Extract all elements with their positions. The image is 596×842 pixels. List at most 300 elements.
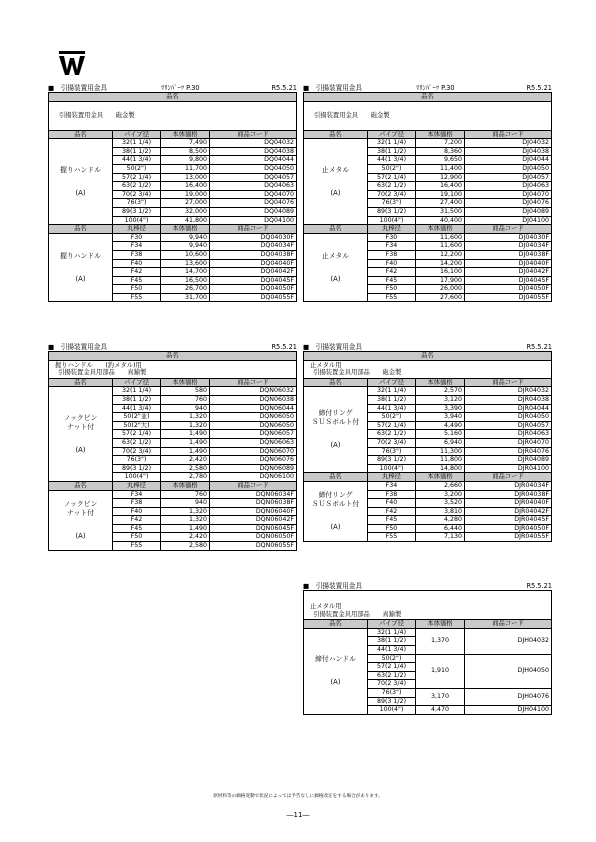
size-cell: 44(1 3/4) (368, 404, 416, 413)
code-cell: DQ04050 (210, 164, 297, 173)
price-cell: 1,320 (161, 421, 210, 430)
size-cell: 76(3") (368, 447, 416, 456)
size-cell: 32(1 1/4) (113, 139, 161, 148)
price-cell: 13,600 (161, 259, 210, 268)
size-cell: 89(3 1/2) (368, 207, 416, 216)
section-right-bottom (303, 582, 552, 715)
size-cell: F42 (113, 268, 161, 277)
price-cell: 26,700 (161, 285, 210, 294)
price-cell: 2,780 (161, 473, 210, 482)
table-row (49, 139, 297, 148)
size-cell: F42 (368, 507, 416, 516)
price-cell: 2,570 (416, 387, 465, 396)
size-cell: 57(2 1/4) (113, 430, 161, 439)
size-cell: F55 (113, 293, 161, 302)
size-cell: 44(1 3/4) (368, 645, 416, 654)
code-cell: DQN06063 (210, 438, 297, 447)
size-cell: F38 (368, 490, 416, 499)
price-cell: 1,490 (161, 438, 210, 447)
size-cell: 50(2") (368, 164, 416, 173)
table-row (304, 139, 552, 148)
size-cell: 63(2 1/2) (113, 438, 161, 447)
size-cell: F45 (113, 276, 161, 285)
section-title: ■ 引揚装置用金具 (48, 343, 107, 351)
product-title: 引揚装置用金具 砲金製 (49, 101, 297, 130)
code-cell: DQN06055F (210, 542, 297, 551)
code-cell: DQ04042F (210, 268, 297, 277)
price-cell: 3,200 (416, 490, 465, 499)
footnote: 原材料等の価格変動で状況によっては予告なしに価格改定をする場合があります。 (213, 794, 383, 799)
size-cell: 38(1 1/2) (368, 637, 416, 646)
price-cell: 5,160 (416, 430, 465, 439)
code-cell: DJ04042F (465, 268, 552, 277)
section-title: ■ 引揚装置用金具 (303, 582, 362, 590)
price-cell: 16,500 (161, 276, 210, 285)
size-cell: 50(2"大) (113, 421, 161, 430)
price-cell: 3,390 (416, 404, 465, 413)
code-cell: DQN06050 (210, 413, 297, 422)
table-body-pipe (49, 139, 297, 225)
size-cell: F34 (113, 242, 161, 251)
table-body-pipe (304, 139, 552, 225)
product-name-line: (A) (330, 274, 341, 283)
size-cell: F34 (368, 481, 416, 490)
product-name-line: ＳＵＳボルト付 (311, 499, 360, 508)
price-cell: 26,000 (416, 285, 465, 294)
column-header-row: 品名 丸棒径 本体価格 商品コード (304, 473, 552, 482)
ref-text: ﾏﾘﾝﾊﾟｰﾂ P.30 (415, 84, 455, 92)
code-cell: DJR04055F (465, 533, 552, 542)
code-cell: DQN06057 (210, 430, 297, 439)
price-cell: 1,490 (161, 447, 210, 456)
column-header-row: 品名 パイプ径 本体価格 商品コード (304, 378, 552, 387)
size-cell: 44(1 3/4) (113, 156, 161, 165)
page-number: ―11― (286, 811, 310, 819)
product-name-line: (A) (75, 445, 86, 454)
price-cell: 4,280 (416, 516, 465, 525)
size-cell: F50 (113, 285, 161, 294)
code-cell: DQN06045F (210, 524, 297, 533)
product-name-line: (A) (75, 188, 86, 197)
size-cell: 76(3") (113, 199, 161, 208)
price-table (303, 590, 552, 715)
product-name-line: (A) (330, 188, 341, 197)
table-row (304, 481, 552, 490)
company-logo (58, 50, 86, 76)
size-cell: F42 (113, 516, 161, 525)
code-cell: DQ04089 (210, 207, 297, 216)
price-cell: 2,660 (416, 481, 465, 490)
size-cell: F40 (368, 499, 416, 508)
size-cell: 32(1 1/4) (113, 387, 161, 396)
price-cell: 41,800 (161, 216, 210, 225)
code-cell: DJR04070 (465, 438, 552, 447)
code-cell: DQN06044 (210, 404, 297, 413)
code-cell: DJR04050F (465, 524, 552, 533)
size-cell: 100(4") (368, 216, 416, 225)
size-cell: F34 (368, 242, 416, 251)
code-cell: DJR04042F (465, 507, 552, 516)
price-cell: 2,420 (161, 533, 210, 542)
size-cell: 76(3") (368, 199, 416, 208)
price-cell: 760 (161, 395, 210, 404)
table-header-hinmei: 品名 (304, 93, 552, 102)
code-cell: DJR04057 (465, 421, 552, 430)
size-cell: 44(1 3/4) (368, 156, 416, 165)
price-cell: 2,580 (161, 542, 210, 551)
section-title: ■ 引揚装置用金具 (303, 84, 362, 92)
table-row (49, 387, 297, 396)
size-cell: F40 (368, 259, 416, 268)
table-row (49, 490, 297, 499)
size-cell: F40 (113, 259, 161, 268)
section-header (48, 84, 297, 92)
price-table (48, 92, 297, 302)
price-cell: 7,490 (161, 139, 210, 148)
size-cell: 63(2 1/2) (113, 182, 161, 191)
section-header (48, 343, 297, 351)
price-cell: 27,000 (161, 199, 210, 208)
section-header (303, 343, 552, 351)
size-cell: 76(3") (113, 456, 161, 465)
code-cell: DJR04040F (465, 499, 552, 508)
product-title: 止メタル用 引揚装置金具用部品 真鍮製 (304, 591, 552, 620)
price-cell: 11,300 (416, 447, 465, 456)
price-cell: 27,600 (416, 293, 465, 302)
size-cell: 100(4") (368, 464, 416, 473)
code-cell: DQN06034F (210, 490, 297, 499)
code-cell: DQN06038 (210, 395, 297, 404)
size-cell: 70(2 3/4) (113, 190, 161, 199)
size-cell: 57(2 1/4) (368, 173, 416, 182)
price-cell: 31,700 (161, 293, 210, 302)
price-cell: 3,520 (416, 499, 465, 508)
price-cell: 940 (161, 404, 210, 413)
product-name-line: 締付リング (318, 409, 353, 418)
code-cell: DJR04032 (465, 387, 552, 396)
code-cell: DJ04044 (465, 156, 552, 165)
column-header-row: 品名 パイプ径 本体価格 商品コード (49, 130, 297, 139)
table-body-round (304, 481, 552, 541)
size-cell: F45 (113, 524, 161, 533)
code-cell: DQ04032 (210, 139, 297, 148)
code-cell: DJ04089 (465, 207, 552, 216)
size-cell: F55 (113, 542, 161, 551)
table-row (49, 233, 297, 242)
size-cell: F55 (368, 293, 416, 302)
size-cell: 32(1 1/4) (368, 628, 416, 637)
code-cell: DQN06050 (210, 421, 297, 430)
size-cell: 63(2 1/2) (368, 671, 416, 680)
size-cell: F30 (113, 233, 161, 242)
product-name-line: (A) (75, 274, 86, 283)
price-cell: 1,320 (161, 507, 210, 516)
code-cell: DJR04076 (465, 447, 552, 456)
size-cell: 70(2 3/4) (368, 438, 416, 447)
product-name-line: 止メタル (321, 251, 350, 260)
size-cell: F50 (113, 533, 161, 542)
code-cell: DJ04063 (465, 182, 552, 191)
code-cell: DQN06100 (210, 473, 297, 482)
code-cell: DJR04089 (465, 456, 552, 465)
product-name-cell (49, 490, 113, 550)
code-cell: DQ04076 (210, 199, 297, 208)
price-cell: 27,400 (416, 199, 465, 208)
code-cell: DQ04063 (210, 182, 297, 191)
code-cell: DQ04045F (210, 276, 297, 285)
price-cell: 9,940 (161, 242, 210, 251)
code-cell: DJH04050 (465, 654, 552, 688)
price-cell: 40,400 (416, 216, 465, 225)
ref-text: ﾏﾘﾝﾊﾟｰﾂ P.30 (160, 84, 200, 92)
column-header-row: 品名 パイプ径 本体価格 商品コード (304, 130, 552, 139)
code-cell: DQ04030F (210, 233, 297, 242)
code-cell: DJ04050 (465, 164, 552, 173)
price-cell: 9,940 (161, 233, 210, 242)
product-title: 止メタル用 引揚装置金具用部品 砲金製 (304, 360, 552, 378)
table-header-hinmei: 品名 (304, 352, 552, 361)
code-cell: DJ04070 (465, 190, 552, 199)
price-cell: 12,200 (416, 250, 465, 259)
code-cell: DQ04044 (210, 156, 297, 165)
table-body-pipe (304, 387, 552, 473)
price-cell: 10,600 (161, 250, 210, 259)
price-cell: 11,700 (161, 164, 210, 173)
code-cell: DJH04076 (465, 688, 552, 705)
code-cell: DQN06050F (210, 533, 297, 542)
price-table (48, 351, 297, 551)
code-cell: DQ04057 (210, 173, 297, 182)
product-name-line: (A) (75, 531, 86, 540)
code-cell: DJ04100 (465, 216, 552, 225)
product-name-cell (304, 387, 368, 473)
size-cell: F45 (368, 516, 416, 525)
code-cell: DQ04100 (210, 216, 297, 225)
code-cell: DQN06042F (210, 516, 297, 525)
size-cell: 32(1 1/4) (368, 387, 416, 396)
product-name-line: 締付リング (318, 490, 353, 499)
product-name-line: 止メタル (321, 165, 350, 174)
product-name-line: ＳＵＳボルト付 (311, 418, 360, 427)
size-cell: 89(3 1/2) (368, 456, 416, 465)
table-row (304, 233, 552, 242)
table-header-hinmei: 品名 (49, 352, 297, 361)
price-cell: 3,170 (416, 688, 465, 705)
table-body-round (304, 233, 552, 302)
price-cell: 3,940 (416, 413, 465, 422)
code-cell: DQ04040F (210, 259, 297, 268)
product-name-cell (304, 233, 368, 302)
price-cell: 16,400 (416, 182, 465, 191)
product-name-line: (A) (330, 678, 341, 687)
product-name-line: (A) (330, 522, 341, 531)
code-cell: DJR04034F (465, 481, 552, 490)
code-cell: DQN06076 (210, 456, 297, 465)
code-cell: DJR04050 (465, 413, 552, 422)
code-cell: DQN06032 (210, 387, 297, 396)
date-text: R5.5.21 (526, 84, 552, 92)
section-left-top (48, 84, 297, 302)
code-cell: DQN06040F (210, 507, 297, 516)
code-cell: DQN06089 (210, 464, 297, 473)
product-name-line: ナット付 (66, 422, 95, 431)
product-name-cell (49, 139, 113, 225)
size-cell: 76(3") (368, 688, 416, 697)
size-cell: 38(1 1/2) (113, 395, 161, 404)
price-cell: 16,100 (416, 268, 465, 277)
price-cell: 32,000 (161, 207, 210, 216)
price-cell: 11,600 (416, 242, 465, 251)
code-cell: DQN06070 (210, 447, 297, 456)
table-row (304, 387, 552, 396)
size-cell: 63(2 1/2) (368, 430, 416, 439)
size-cell: F38 (113, 499, 161, 508)
column-header-row: 品名 丸棒径 本体価格 商品コード (49, 225, 297, 234)
table-row (304, 628, 552, 637)
date-text: R5.5.21 (526, 582, 552, 590)
code-cell: DJ04034F (465, 242, 552, 251)
section-title: ■ 引揚装置用金具 (48, 84, 107, 92)
size-cell: 50(2") (368, 413, 416, 422)
size-cell: 63(2 1/2) (368, 182, 416, 191)
product-name-line: 握りハンドル (60, 165, 101, 174)
price-cell: 8,500 (161, 147, 210, 156)
size-cell: 50(2"並) (113, 413, 161, 422)
size-cell: 89(3 1/2) (368, 697, 416, 706)
date-text: R5.5.21 (271, 84, 297, 92)
price-cell: 7,200 (416, 139, 465, 148)
product-name-line: (A) (330, 441, 341, 450)
price-cell: 1,490 (161, 430, 210, 439)
size-cell: 32(1 1/4) (368, 139, 416, 148)
price-cell: 1,320 (161, 516, 210, 525)
code-cell: DJ04045F (465, 276, 552, 285)
price-cell: 760 (161, 490, 210, 499)
price-cell: 4,490 (416, 421, 465, 430)
code-cell: DJ04032 (465, 139, 552, 148)
product-name-line: 握りハンドル (60, 251, 101, 260)
product-name-line: ノックピン (63, 413, 98, 422)
code-cell: DJR04045F (465, 516, 552, 525)
size-cell: 57(2 1/4) (368, 421, 416, 430)
size-cell: F30 (368, 233, 416, 242)
size-cell: 100(4") (113, 473, 161, 482)
code-cell: DJ04040F (465, 259, 552, 268)
size-cell: 50(2") (113, 164, 161, 173)
price-cell: 1,910 (416, 654, 465, 688)
price-cell: 8,360 (416, 147, 465, 156)
price-cell: 1,320 (161, 413, 210, 422)
code-cell: DJ04055F (465, 293, 552, 302)
code-cell: DQ04034F (210, 242, 297, 251)
size-cell: 70(2 3/4) (368, 680, 416, 689)
code-cell: DQ04038F (210, 250, 297, 259)
code-cell: DQ04050F (210, 285, 297, 294)
code-cell: DJ04057 (465, 173, 552, 182)
price-cell: 2,420 (161, 456, 210, 465)
table-header-hinmei: 品名 (49, 93, 297, 102)
table-body-pipe (49, 387, 297, 482)
column-header-row: 品名 パイプ径 本体価格 商品コード (49, 378, 297, 387)
size-cell: 50(2") (368, 654, 416, 663)
size-cell: 100(4") (113, 216, 161, 225)
code-cell: DJR04100 (465, 464, 552, 473)
size-cell: F55 (368, 533, 416, 542)
price-cell: 19,000 (161, 190, 210, 199)
date-text: R5.5.21 (526, 343, 552, 351)
code-cell: DJR04038 (465, 395, 552, 404)
code-cell: DQN06038F (210, 499, 297, 508)
price-cell: 11,600 (416, 233, 465, 242)
price-cell: 14,200 (416, 259, 465, 268)
code-cell: DJH04032 (465, 628, 552, 654)
price-cell: 14,700 (161, 268, 210, 277)
size-cell: 38(1 1/2) (368, 147, 416, 156)
code-cell: DQ04038 (210, 147, 297, 156)
size-cell: F38 (113, 250, 161, 259)
price-cell: 940 (161, 499, 210, 508)
product-title: 引揚装置用金具 砲金製 (304, 101, 552, 130)
section-right-top (303, 84, 552, 302)
price-cell: 11,400 (416, 164, 465, 173)
product-title: 握りハンドル (釣メタル)用 引揚装置金具用部品 真鍮製 (49, 360, 297, 378)
price-cell: 6,440 (416, 524, 465, 533)
price-cell: 580 (161, 387, 210, 396)
size-cell: 57(2 1/4) (113, 173, 161, 182)
code-cell: DJ04038 (465, 147, 552, 156)
size-cell: F50 (368, 285, 416, 294)
code-cell: DJ04076 (465, 199, 552, 208)
size-cell: 89(3 1/2) (113, 207, 161, 216)
size-cell: 38(1 1/2) (368, 395, 416, 404)
size-cell: 89(3 1/2) (113, 464, 161, 473)
price-cell: 17,900 (416, 276, 465, 285)
size-cell: F50 (368, 524, 416, 533)
section-right-mid (303, 343, 552, 542)
price-cell: 1,370 (416, 628, 465, 654)
product-name-line: ノックピン (63, 499, 98, 508)
size-cell: F42 (368, 268, 416, 277)
price-cell: 12,900 (416, 173, 465, 182)
product-name-cell (304, 139, 368, 225)
section-header (303, 582, 552, 590)
size-cell: 44(1 3/4) (113, 404, 161, 413)
price-cell: 31,500 (416, 207, 465, 216)
size-cell: 70(2 3/4) (368, 190, 416, 199)
product-name-line: 締付ハンドル (315, 655, 356, 664)
price-cell: 11,800 (416, 456, 465, 465)
date-text: R5.5.21 (271, 343, 297, 351)
price-cell: 3,120 (416, 395, 465, 404)
column-header-row: 品名 丸棒径 本体価格 商品コード (49, 481, 297, 490)
table-body-round (49, 490, 297, 550)
size-cell: F38 (368, 250, 416, 259)
price-cell: 16,400 (161, 182, 210, 191)
table-body-grouped (304, 628, 552, 714)
size-cell: F45 (368, 276, 416, 285)
price-table (303, 92, 552, 302)
product-name-cell (304, 628, 368, 714)
code-cell: DJ04038F (465, 250, 552, 259)
size-cell: 38(1 1/2) (113, 147, 161, 156)
code-cell: DJR04044 (465, 404, 552, 413)
size-cell: 100(4") (368, 706, 416, 715)
price-table (303, 351, 552, 542)
column-header-row: 品名 パイプ径 本体価格 商品コード (304, 620, 552, 629)
code-cell: DJR04063 (465, 430, 552, 439)
product-name-cell (49, 387, 113, 482)
code-cell: DJH04100 (465, 706, 552, 715)
